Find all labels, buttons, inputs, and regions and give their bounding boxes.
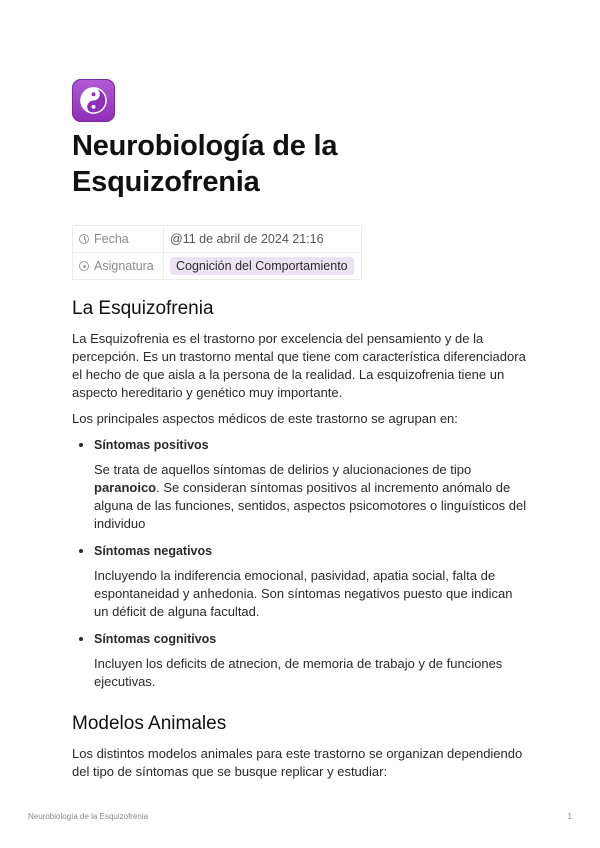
section-heading: La Esquizofrenia xyxy=(72,298,214,319)
bold-text: paranoico xyxy=(94,480,157,495)
clock-icon xyxy=(79,234,89,244)
property-key-fecha xyxy=(73,226,164,253)
list-item-text xyxy=(94,461,530,533)
property-key-label: Asignatura xyxy=(94,259,154,273)
paragraph: Los principales aspectos médicos de este trastorno se agrupan en: xyxy=(72,411,458,426)
list-item-text: Incluyendo la indiferencia emocional, pasividad, apatia social, falta de espontaneidad y anhedonia. Son síntomas negativos puesto que indican un déficit de alguna facultad. xyxy=(94,568,513,619)
paragraph: Los distintos modelos animales para este trastorno se organizan dependiendo del tipo de síntomas que se busque replicar y estudiar: xyxy=(72,746,523,779)
symptoms-list xyxy=(72,436,530,691)
page-number: 1 xyxy=(567,812,572,821)
property-key-label: Fecha xyxy=(94,232,129,246)
yin-yang-icon xyxy=(72,79,115,122)
list-item-text: Incluyen los deficits de atnecion, de memoria de trabajo y de funciones ejecutivas. xyxy=(94,656,503,689)
target-icon xyxy=(79,261,89,271)
property-row-fecha xyxy=(73,226,362,253)
section-heading: Modelos Animales xyxy=(72,713,227,734)
page-content xyxy=(72,296,530,781)
list-item-title: Síntomas negativos xyxy=(94,544,213,558)
page-footer xyxy=(28,812,572,821)
text-run: Se trata de aquellos síntomas de delirios y alucionaciones de tipo xyxy=(94,462,472,477)
list-item xyxy=(94,630,530,691)
property-row-asignatura xyxy=(73,253,362,280)
property-value-fecha[interactable]: @11 de abril de 2024 21:16 xyxy=(164,226,362,253)
list-item-title: Síntomas cognitivos xyxy=(94,632,217,646)
properties-table xyxy=(72,225,362,280)
page-title: Neurobiología de la Esquizofrenia xyxy=(72,130,338,198)
yin-yang-glyph xyxy=(78,85,109,116)
footer-title: Neurobiología de la Esquizofrenia xyxy=(28,812,149,821)
list-item xyxy=(94,436,530,533)
list-item-title: Síntomas positivos xyxy=(94,438,209,452)
subject-tag[interactable]: Cognición del Comportamiento xyxy=(170,257,354,275)
list-item xyxy=(94,542,530,621)
property-key-asignatura xyxy=(73,253,164,280)
text-run: . Se consideran síntomas positivos al incremento anómalo de alguna de las funciones, sentidos, aspectos psicomotores o linguísticos del individuo xyxy=(94,480,527,531)
paragraph: La Esquizofrenia es el trastorno por excelencia del pensamiento y de la percepción. Es un trastorno mental que tiene com característica diferenciadora el hecho de que aisla a la persona de la realidad. La esquizofrenia tiene un aspecto hereditario y genético muy importante. xyxy=(72,331,526,400)
property-value-asignatura[interactable] xyxy=(164,253,362,280)
